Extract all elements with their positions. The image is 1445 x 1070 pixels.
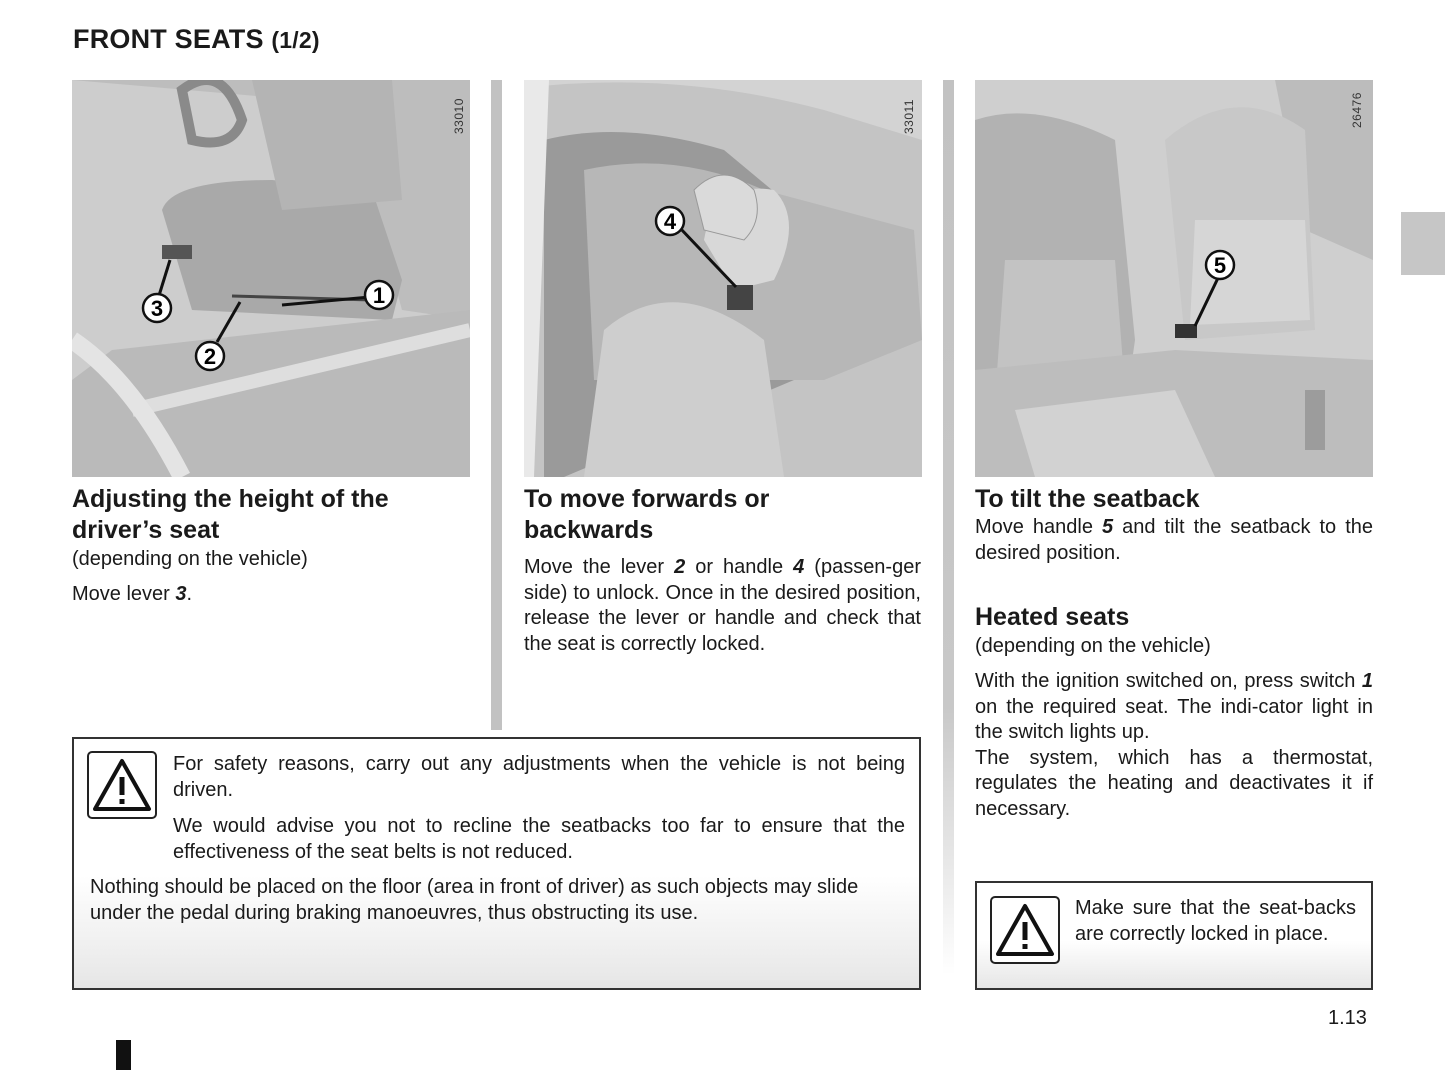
heading-seat-height: [72, 484, 472, 546]
section-heated-seats: [975, 602, 1373, 822]
warning-box-main: [72, 737, 921, 990]
warning-text: For safety reasons, carry out any adjustments when the vehicle is not being driven.: [173, 753, 905, 801]
seat-slide-illustration: [524, 80, 922, 477]
svg-text:4: 4: [663, 209, 677, 234]
heading-line: To move forwards or: [524, 485, 770, 513]
section-seatback-tilt: [975, 484, 1373, 566]
warning-icon: [87, 751, 157, 819]
ref-number: 2: [674, 556, 686, 578]
figure-seat-slide: [524, 80, 922, 477]
heading-line: driver’s seat: [72, 516, 220, 544]
body-span: on the required seat. The indi-cator light in the switch lights up.: [975, 695, 1373, 743]
warning-text: We would advise you not to recline the seatbacks too far to ensure that the effectiveness of the seat belts is not reduced.: [173, 815, 905, 863]
heading-seatback-tilt: To tilt the seatback: [975, 485, 1200, 513]
svg-text:5: 5: [1213, 253, 1227, 278]
body-span: Move handle: [975, 516, 1103, 538]
figure-ref-number: 33011: [902, 99, 916, 134]
column-separator-left: [491, 80, 502, 730]
ref-number: 3: [175, 583, 187, 605]
body-span: With the ignition switched on, press switch: [975, 670, 1362, 692]
page-title-text: FRONT SEATS: [73, 24, 264, 54]
body-text: [524, 555, 921, 657]
body-span: Move the lever: [524, 556, 675, 578]
body-text: The system, which has a thermostat, regulates the heating and deactivates it if necessary.: [975, 746, 1373, 820]
figure-seatback-tilt: [975, 80, 1373, 477]
svg-text:2: 2: [203, 344, 217, 369]
heading-heated-seats: Heated seats: [975, 603, 1130, 631]
ref-number: 5: [1102, 516, 1114, 538]
column-separator-right: [943, 80, 954, 975]
page-title: [73, 24, 320, 55]
svg-text:3: 3: [150, 296, 164, 321]
callout-3: [143, 294, 171, 322]
heading-line: backwards: [524, 516, 654, 544]
page-title-part: (1/2): [271, 27, 320, 53]
callout-1: [365, 281, 393, 309]
callout-4: [656, 207, 684, 235]
seat-height-illustration: [72, 80, 470, 477]
ref-number: 4: [793, 556, 805, 578]
figure-ref-number: 33010: [452, 98, 466, 134]
body-text: [975, 669, 1373, 746]
body-span: Move lever: [72, 583, 176, 605]
body-text: [72, 582, 472, 608]
ref-number: 1: [1361, 670, 1373, 692]
body-text: [975, 515, 1373, 566]
svg-text:1: 1: [372, 283, 386, 308]
callout-5: [1206, 251, 1234, 279]
section-seat-slide: [524, 484, 921, 657]
warning-text: Make sure that the seat-backs are correctly locked in place.: [1075, 897, 1356, 945]
figure-seat-height-adjustment: [72, 80, 470, 477]
body-span: .: [186, 583, 193, 605]
subheading: (depending on the vehicle): [975, 635, 1211, 657]
heading-seat-slide: [524, 484, 921, 546]
heading-line: Adjusting the height of the: [72, 485, 389, 513]
chapter-tab: [1401, 212, 1445, 275]
print-mark: [116, 1040, 131, 1070]
body-span: and tilt the seatback to the desired position.: [975, 516, 1373, 564]
warning-box-seatback: [975, 881, 1373, 990]
callout-2: [196, 342, 224, 370]
section-seat-height: [72, 484, 472, 608]
figure-ref-number: 26476: [1350, 92, 1364, 128]
page-number: 1.13: [1328, 1007, 1367, 1029]
warning-icon: [990, 896, 1060, 964]
warning-text: Nothing should be placed on the floor (area in front of driver) as such objects may slide under the pedal during braking manoeuvres, thus obstructing its use.: [90, 876, 859, 924]
subheading: (depending on the vehicle): [72, 548, 308, 570]
body-span: (passen-ger side) to unlock. Once in the desired position, release the lever or handle and check that the seat is correctly locked.: [524, 556, 922, 655]
body-span: or handle: [685, 556, 794, 578]
seatback-tilt-illustration: [975, 80, 1373, 477]
